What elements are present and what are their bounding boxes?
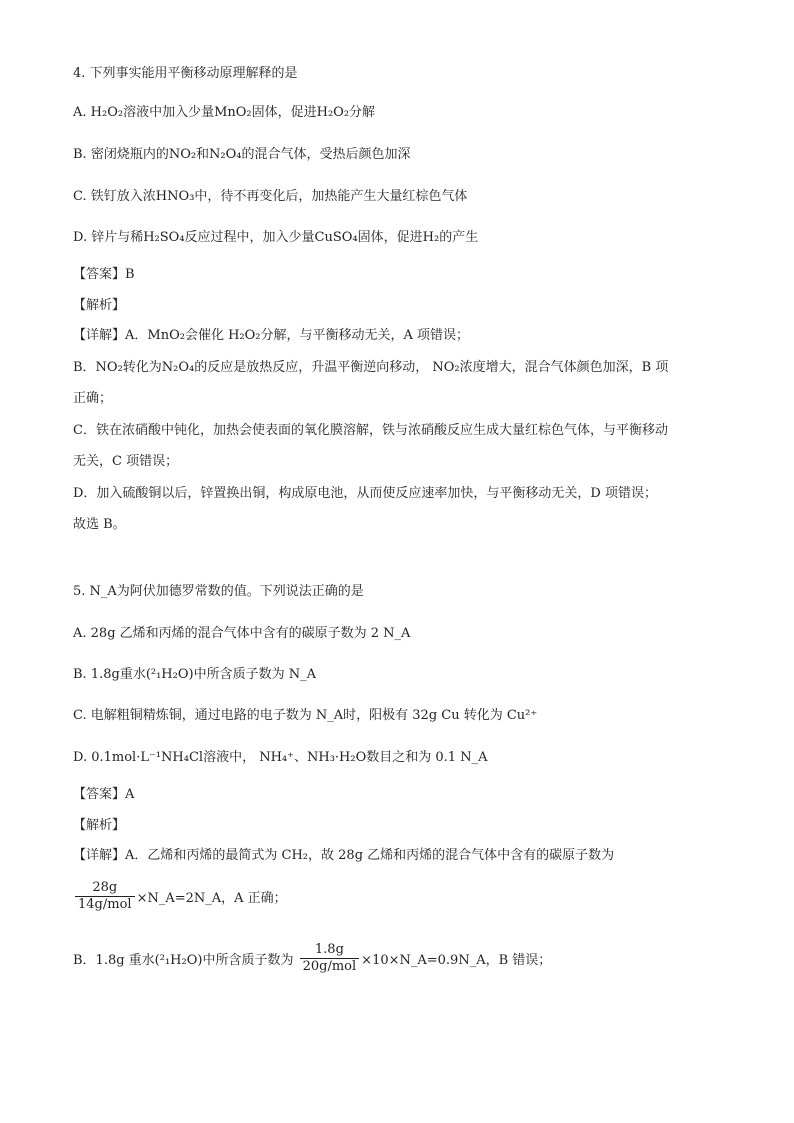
fraction-numerator: 28g [75,880,135,897]
q4-option-a: A. H₂O₂溶液中加入少量MnO₂固体，促进H₂O₂分解 [73,105,376,120]
q4-answer: 【答案】B [73,267,135,282]
q4-detail-b-line2: 正确； [73,391,113,406]
q4-analysis-label: 【解析】 [73,298,126,313]
detail-b-prefix: B．1.8g 重水(²₁H₂O)中所含质子数为 [73,953,294,968]
q4-option-c: C. 铁钉放入浓HNO₃中，待不再变化后，加热能产生大量红棕色气体 [73,189,468,204]
q5-option-c: C. 电解粗铜精炼铜，通过电路的电子数为 N_A时，阳极有 32g Cu 转化为 Cu²⁺ [73,708,538,723]
fraction [300,942,360,975]
fraction-denominator: 20g/mol [302,959,357,974]
q5-detail-a: 【详解】A．乙烯和丙烯的最简式为 CH₂，故 28g 乙烯和丙烯的混合气体中含有的碳原子数为 [73,848,615,863]
formula-rest: ×N_A=2N_A，A 正确； [136,891,287,906]
q5-formula-b [73,942,551,975]
q4-detail-d: D．加入硫酸铜以后，锌置换出铜，构成原电池，从而使反应速率加快，与平衡移动无关，D 项错误； [73,486,657,501]
q4-detail-c-line2: 无关，C 项错误； [73,454,179,469]
q4-conclusion: 故选 B。 [73,517,126,532]
q5-stem: 5. N_A为阿伏加德罗常数的值。下列说法正确的是 [73,584,364,599]
fraction-numerator: 1.8g [300,942,360,959]
q5-formula-a [73,880,287,913]
q4-option-b: B. 密闭烧瓶内的NO₂和N₂O₄的混合气体，受热后颜色加深 [73,147,411,162]
q5-answer: 【答案】A [73,787,135,802]
q5-analysis-label: 【解析】 [73,818,126,833]
q5-option-b: B. 1.8g重水(²₁H₂O)中所含质子数为 N_A [73,667,316,682]
q4-detail-b-line1: B．NO₂转化为N₂O₄的反应是放热反应，升温平衡逆向移动， NO₂浓度增大，混合气体颜色加深，B 项 [73,360,669,375]
q5-option-a: A. 28g 乙烯和丙烯的混合气体中含有的碳原子数为 2 N_A [73,626,411,641]
q5-option-d: D. 0.1mol·L⁻¹NH₄Cl溶液中， NH₄⁺、NH₃·H₂O数目之和为 0.1 N_A [73,750,488,765]
fraction [75,880,135,913]
q4-detail-a: 【详解】A．MnO₂会催化 H₂O₂分解，与平衡移动无关，A 项错误； [73,328,470,343]
q4-detail-c-line1: C．铁在浓硝酸中钝化，加热会使表面的氧化膜溶解，铁与浓硝酸反应生成大量红棕色气体，与平衡移动 [73,423,668,438]
q4-stem: 4. 下列事实能用平衡移动原理解释的是 [73,66,298,81]
formula-rest: ×10×N_A=0.9N_A，B 错误； [361,953,552,968]
fraction-denominator: 14g/mol [78,897,132,912]
q4-option-d: D. 锌片与稀H₂SO₄反应过程中，加入少量CuSO₄固体，促进H₂的产生 [73,230,479,245]
